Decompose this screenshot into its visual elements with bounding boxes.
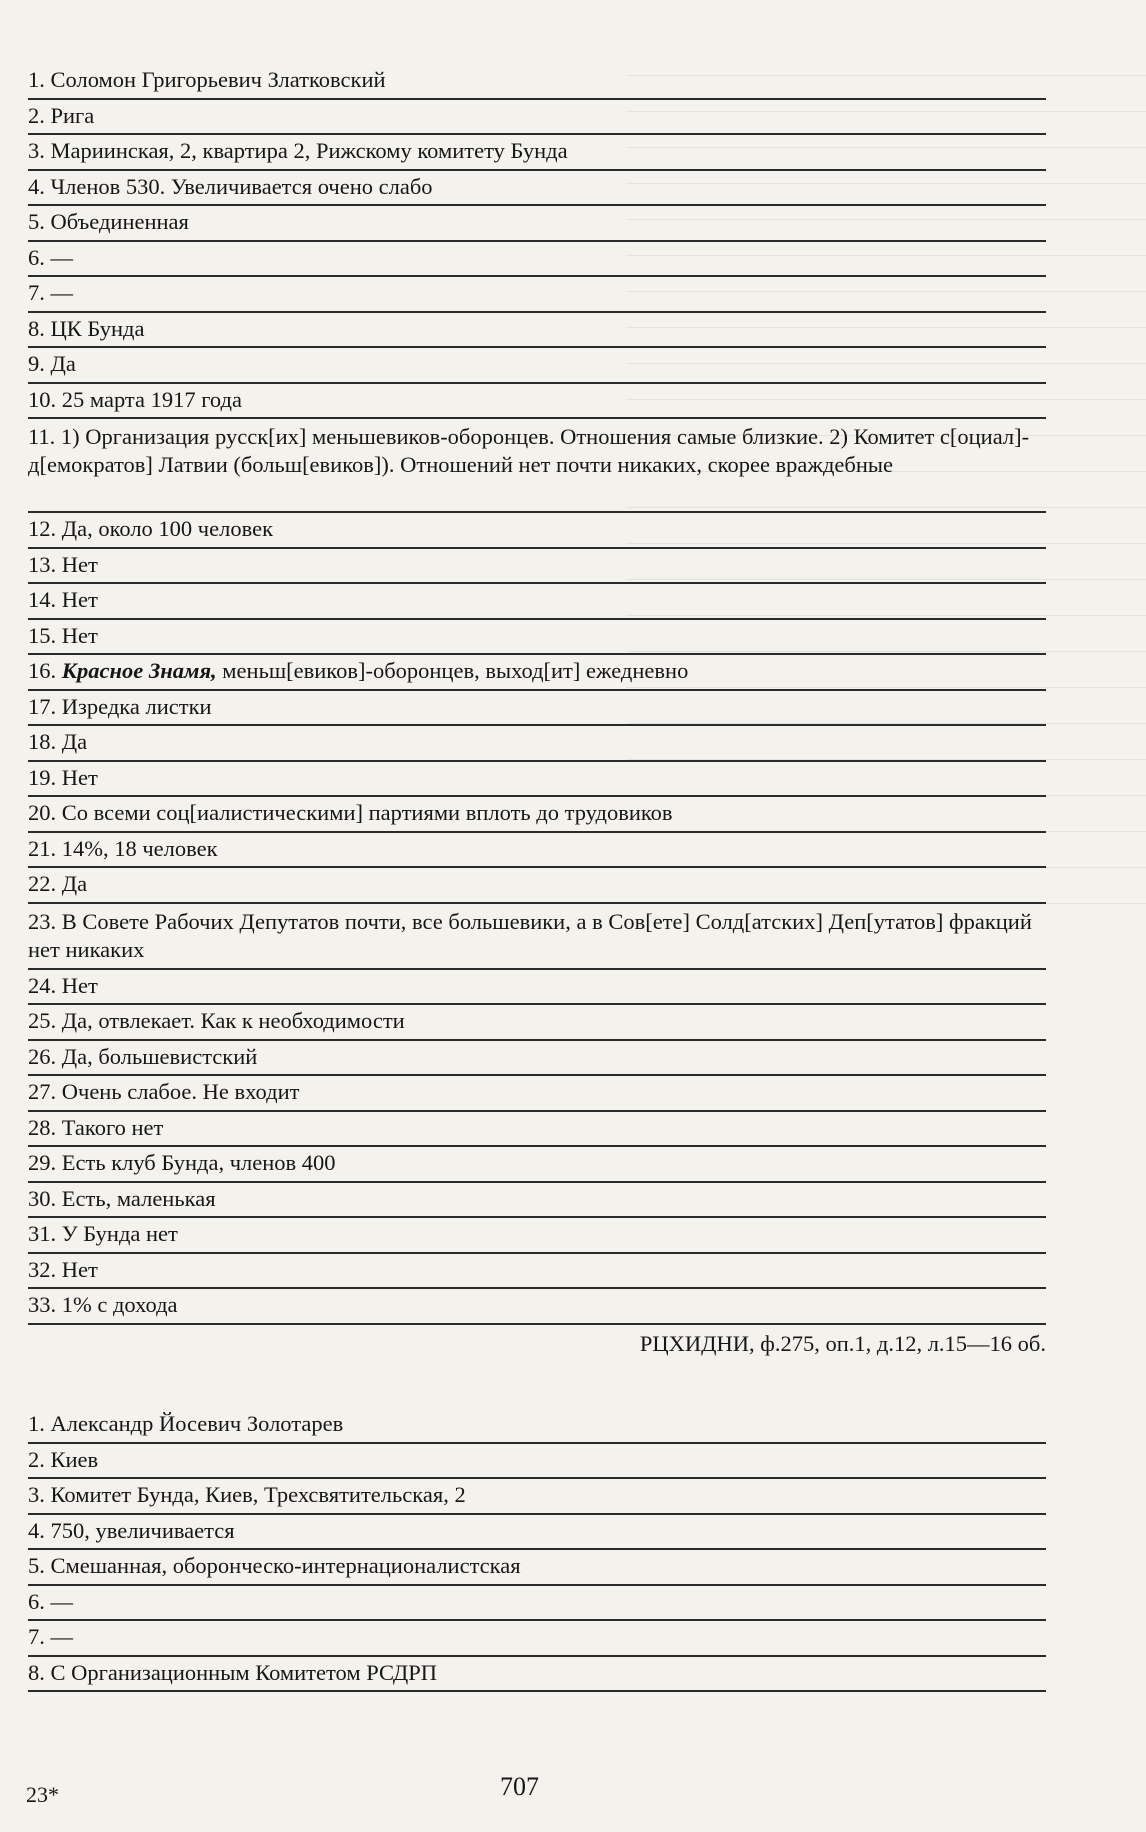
item-number: 10. <box>28 386 57 412</box>
answer-text: меньш[евиков]-оборонцев, выход[ит] ежедневно <box>216 658 689 683</box>
answer-text: Да <box>50 351 76 376</box>
item-number: 1. <box>28 1411 45 1436</box>
answer-row <box>28 384 1046 420</box>
answer-row <box>28 277 1046 313</box>
item-number: 18. <box>28 729 57 754</box>
item-number: 9. <box>28 351 45 376</box>
answer-row <box>28 1041 1046 1077</box>
item-number: 3. <box>28 138 45 163</box>
item-number: 8. <box>28 315 45 341</box>
answer-row <box>28 64 1046 100</box>
answer-text: — <box>50 280 73 305</box>
answer-row <box>28 868 1046 904</box>
answer-text: Нет <box>61 587 98 612</box>
answer-row <box>28 797 1046 833</box>
item-number: 30. <box>28 1185 57 1211</box>
answer-row <box>28 348 1046 384</box>
answer-text: Да, отвлекает. Как к необходимости <box>61 1008 405 1033</box>
answer-text: Есть, маленькая <box>61 1185 216 1211</box>
answer-text: Такого нет <box>61 1114 164 1140</box>
answer-row <box>28 833 1046 869</box>
item-number: 2. <box>28 1446 45 1472</box>
answer-text: Нет <box>61 551 98 577</box>
item-number: 5. <box>28 209 45 234</box>
item-number: 31. <box>28 1221 57 1246</box>
answer-row <box>28 1444 1046 1480</box>
answer-row <box>28 1657 1046 1693</box>
answer-text: Да, большевистский <box>61 1043 258 1069</box>
answer-text: 1) Организация русск[их] меньшевиков-оборонцев. Отношения самые близкие. 2) Комитет с[оциал]-д[емократов] Латвии (больш[евиков]). Отношений нет почти никаких, скорее враждебные <box>28 424 1030 477</box>
answer-text: Комитет Бунда, Киев, Трехсвятительская, 2 <box>50 1482 466 1507</box>
answer-text: У Бунда нет <box>61 1221 178 1246</box>
answer-text: Нет <box>61 622 98 648</box>
answer-row <box>28 171 1046 207</box>
answer-text: Изредка листки <box>61 693 212 719</box>
answer-text: Соломон Григорьевич Златковский <box>50 67 386 92</box>
answer-text: Рига <box>50 102 95 128</box>
answer-row <box>28 584 1046 620</box>
answer-text: 25 марта 1917 года <box>61 386 242 412</box>
item-number: 6. <box>28 1588 45 1614</box>
item-number: 14. <box>28 587 57 612</box>
answer-text: Со всеми соц[иалистическими] партиями вплоть до трудовиков <box>61 800 673 825</box>
questionnaire-block-1 <box>28 64 1046 1325</box>
answer-text: Да <box>61 871 88 896</box>
item-number: 12. <box>28 516 57 541</box>
answer-row <box>28 904 1046 970</box>
answer-row <box>28 313 1046 349</box>
answer-text: — <box>50 1624 73 1649</box>
answer-row <box>28 1515 1046 1551</box>
answer-text: Нет <box>61 764 98 790</box>
signature-mark: 23* <box>26 1782 59 1807</box>
answer-row <box>28 1586 1046 1622</box>
questionnaire-block-2 <box>28 1408 1046 1692</box>
answer-row <box>28 620 1046 656</box>
item-number: 20. <box>28 800 57 825</box>
answer-row <box>28 1479 1046 1515</box>
item-number: 17. <box>28 693 57 719</box>
answer-row <box>28 1550 1046 1586</box>
item-number: 4. <box>28 173 45 199</box>
newspaper-title: Красное Знамя, <box>61 658 217 683</box>
item-number: 5. <box>28 1553 45 1578</box>
answer-row <box>28 1218 1046 1254</box>
answer-text: Да <box>61 729 88 754</box>
answer-row <box>28 1005 1046 1041</box>
item-number: 27. <box>28 1079 57 1104</box>
answer-row <box>28 1112 1046 1148</box>
answer-text: Членов 530. Увеличивается очено слабо <box>50 173 433 199</box>
answer-text: Нет <box>61 972 98 998</box>
answer-text: Объединенная <box>50 209 189 234</box>
answer-text: 1% с дохода <box>61 1292 178 1317</box>
answer-row <box>28 762 1046 798</box>
answer-row <box>28 206 1046 242</box>
item-number: 4. <box>28 1517 45 1543</box>
answer-row <box>28 419 1046 513</box>
answer-row <box>28 513 1046 549</box>
answer-row <box>28 655 1046 691</box>
answer-row <box>28 1183 1046 1219</box>
item-number: 29. <box>28 1150 57 1175</box>
archive-source: РЦХИДНИ, ф.275, оп.1, д.12, л.15—16 об. <box>639 1331 1046 1356</box>
item-number: 16. <box>28 658 57 683</box>
item-number: 24. <box>28 972 57 998</box>
answer-row <box>28 1147 1046 1183</box>
answer-text: ЦК Бунда <box>50 315 145 341</box>
item-number: 32. <box>28 1256 57 1282</box>
answer-text: Киев <box>50 1446 99 1472</box>
item-number: 3. <box>28 1482 45 1507</box>
item-number: 13. <box>28 551 57 577</box>
answer-row <box>28 100 1046 136</box>
item-number: 15. <box>28 622 57 648</box>
answer-row <box>28 242 1046 278</box>
answer-text: Очень слабое. Не входит <box>61 1079 300 1104</box>
answer-text: С Организационным Комитетом РСДРП <box>50 1659 438 1685</box>
answer-text: Смешанная, оборонческо-интернационалистская <box>50 1553 521 1578</box>
page-number: 707 <box>500 1772 539 1801</box>
answer-text: Александр Йосевич Золотарев <box>50 1411 344 1436</box>
item-number: 7. <box>28 280 45 305</box>
item-number: 25. <box>28 1008 57 1033</box>
item-number: 7. <box>28 1624 45 1649</box>
answer-text: Есть клуб Бунда, членов 400 <box>61 1150 336 1175</box>
answer-row <box>28 1408 1046 1444</box>
answer-row <box>28 135 1046 171</box>
answer-row <box>28 1621 1046 1657</box>
item-number: 26. <box>28 1043 57 1069</box>
answer-row <box>28 691 1046 727</box>
item-number: 22. <box>28 871 57 896</box>
answer-text: 14%, 18 человек <box>61 835 218 861</box>
answer-text: В Совете Рабочих Депутатов почти, все большевики, а в Сов[ете] Солд[атских] Деп[утатов] фракций нет никаких <box>28 908 1032 962</box>
item-number: 19. <box>28 764 57 790</box>
item-number: 33. <box>28 1292 57 1317</box>
answer-row <box>28 970 1046 1006</box>
item-number: 28. <box>28 1114 57 1140</box>
answer-row <box>28 1289 1046 1325</box>
answer-row <box>28 1254 1046 1290</box>
answer-row <box>28 1076 1046 1112</box>
item-number: 6. <box>28 244 45 270</box>
answer-text: — <box>50 1588 73 1614</box>
answer-row <box>28 726 1046 762</box>
item-number: 2. <box>28 102 45 128</box>
item-number: 21. <box>28 835 57 861</box>
answer-text: Да, около 100 человек <box>61 516 273 541</box>
answer-text: 750, увеличивается <box>50 1517 235 1543</box>
answer-text: — <box>50 244 73 270</box>
item-number: 8. <box>28 1659 45 1685</box>
item-number: 23. <box>28 908 57 934</box>
item-number: 11. <box>28 424 56 449</box>
answer-text: Мариинская, 2, квартира 2, Рижскому комитету Бунда <box>50 138 568 163</box>
answer-text: Нет <box>61 1256 98 1282</box>
item-number: 1. <box>28 67 45 92</box>
answer-row <box>28 549 1046 585</box>
